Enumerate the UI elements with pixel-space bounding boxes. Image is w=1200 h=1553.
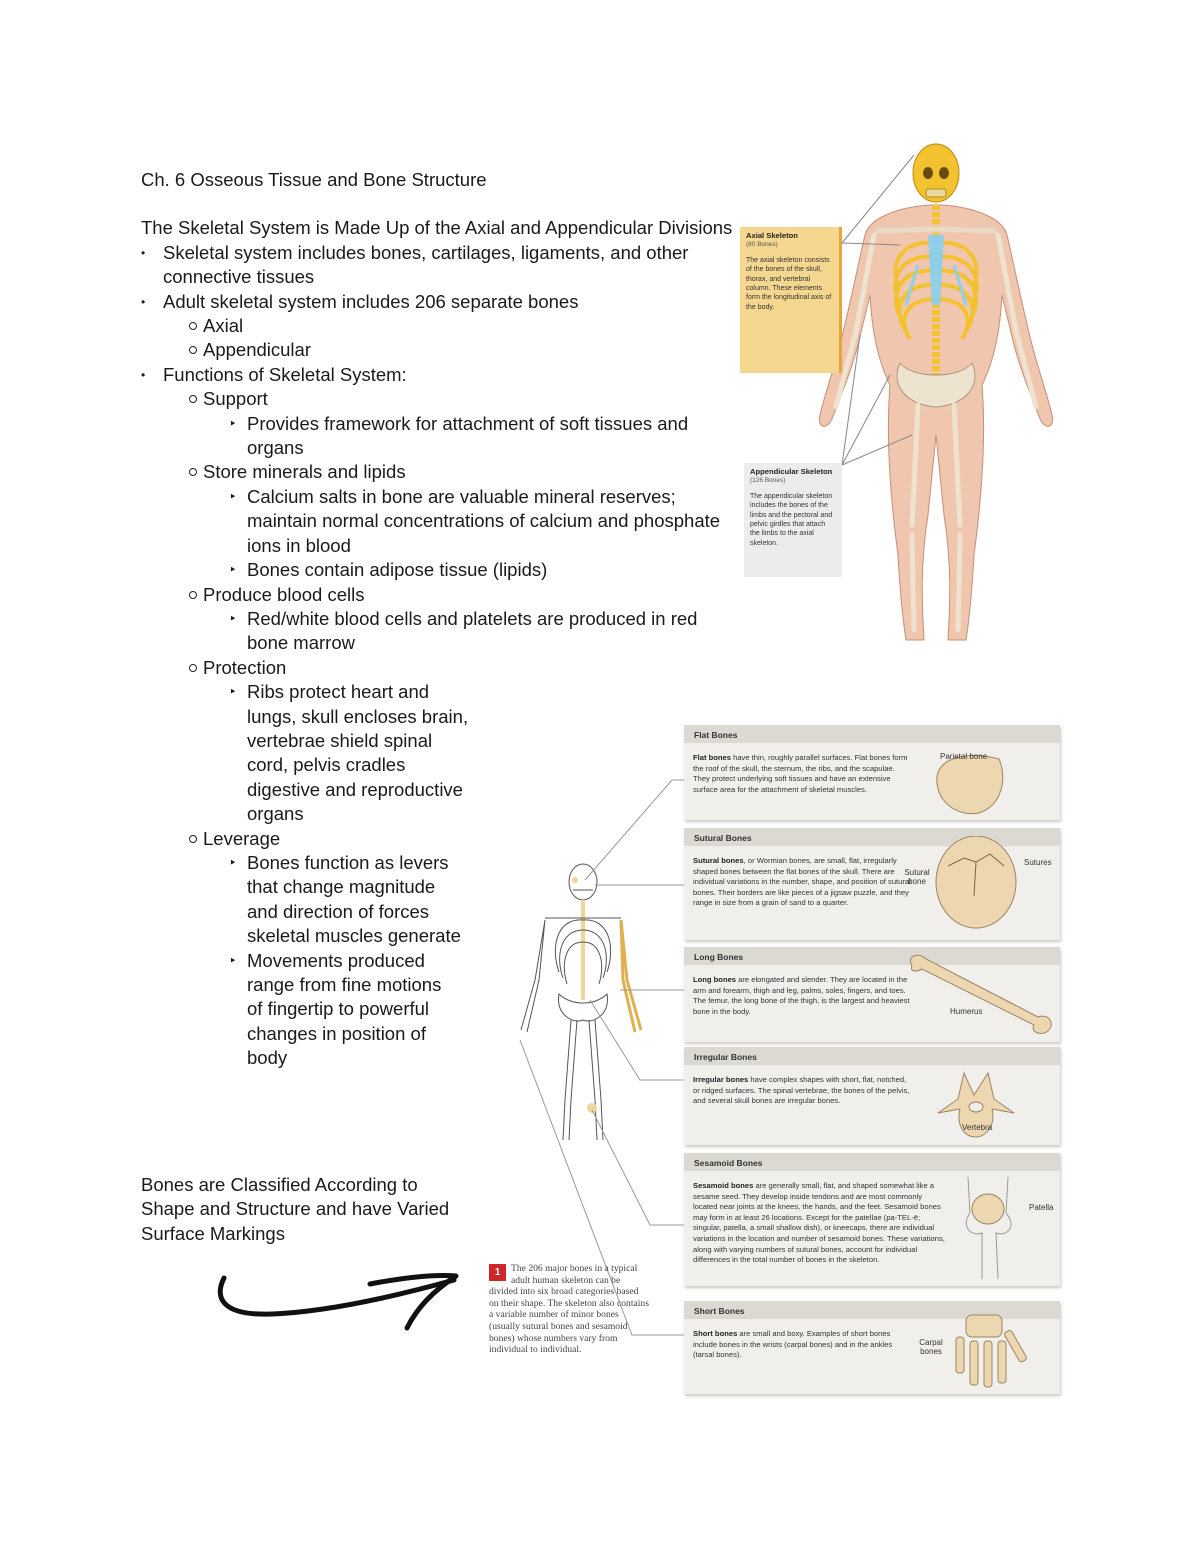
list-item: • Skeletal system includes bones, cartilages, ligaments, and other connective tissues: [141, 241, 741, 290]
caption-text: The 206 major bones in a typical adult human skeleton can be divided into six broad categories based on their shape. The skeleton also contains a variable number of minor bones (usually sutural bones and sesamoid bones) whose numbers vary from individual to individual.: [489, 1263, 649, 1356]
function-detail: ‣ Ribs protect heart and lungs, skull encloses brain, vertebrae shield spinal cord, pelvis cradles digestive and reproductive organs: [141, 680, 471, 826]
list-item: • Adult skeletal system includes 206 separate bones: [141, 290, 741, 314]
skull-rear-icon: [934, 836, 1018, 932]
card-sesamoid-bones: [684, 1153, 1060, 1286]
card-heading: Sutural Bones: [684, 828, 1060, 846]
classification-heading: Bones are Classified According to Shape and Structure and have Varied Surface Markings: [141, 1174, 450, 1244]
function-item: Protection: [141, 656, 741, 680]
card-heading: Sesamoid Bones: [684, 1153, 1060, 1171]
function-item: Support: [141, 387, 741, 411]
vertebra-label: Vertebra: [962, 1123, 993, 1132]
function-detail: ‣ Calcium salts in bone are valuable mineral reserves; maintain normal concentrations of calcium and phosphate ions in blood: [141, 485, 741, 558]
figure-caption: [489, 1263, 649, 1356]
card-text: Short bones are small and boxy. Examples of short bones include bones in the wrists (carpal bones) and in the ankles (tarsal bones).: [693, 1329, 893, 1360]
axial-description: The axial skeleton consists of the bones of the skull, thorax, and vertebral column. These elements form the longitudinal axis of the body.: [746, 256, 832, 311]
card-text: Sutural bones, or Wormian bones, are small, flat, irregularly shaped bones between the flat bones of the skull. There are individual variations in the number, shape, and position of sutural bones. Their borders are like pieces of a jigsaw puzzle, and they range in size from a grain of sand to a quarter.: [693, 856, 911, 908]
sutures-label: Sutures: [1024, 858, 1052, 867]
patella-knee-icon: [952, 1173, 1028, 1283]
list-item: • Functions of Skeletal System:: [141, 363, 741, 387]
notes-list: [141, 241, 741, 314]
function-item: Store minerals and lipids: [141, 460, 741, 484]
card-heading: Short Bones: [684, 1301, 1060, 1319]
humerus-icon: [902, 951, 1058, 1037]
card-text: Irregular bones have complex shapes with short, flat, notched, or ridged surfaces. The spinal vertebrae, the bones of the pelvis, and several skull bones are irregular bones.: [693, 1075, 910, 1106]
patella-label: Patella: [1029, 1203, 1054, 1212]
card-text: Long bones are elongated and slender. They are located in the arm and forearm, thigh and leg, palms, soles, fingers, and toes. The femur, the long bone of the thigh, is the largest and heaviest bone in the body.: [693, 975, 910, 1016]
appendicular-skeleton-callout: [744, 463, 842, 577]
card-short-bones: [684, 1301, 1060, 1394]
hand-drawn-arrow-icon: [212, 1268, 462, 1338]
appendicular-title: Appendicular Skeleton: [750, 467, 833, 476]
axial-appendicular-figure: [740, 135, 1070, 650]
humerus-label: Humerus: [950, 1007, 983, 1016]
carpal-bones-label: Carpal bones: [919, 1338, 943, 1356]
function-detail: ‣ Provides framework for attachment of soft tissues and organs: [141, 412, 741, 461]
card-flat-bones: [684, 725, 1060, 820]
appendicular-description: The appendicular skeleton includes the bones of the limbs and the pectoral and pelvic girdles that attach the limbs to the axial skeleton.: [750, 492, 833, 547]
card-heading: Long Bones: [684, 947, 1060, 965]
chapter-title: Ch. 6 Osseous Tissue and Bone Structure: [141, 169, 487, 190]
function-detail: ‣ Movements produced range from fine motions of fingertip to powerful changes in position of body: [141, 949, 461, 1071]
function-item: Produce blood cells: [141, 583, 741, 607]
card-heading: Irregular Bones: [684, 1047, 1060, 1065]
section-heading: The Skeletal System is Made Up of the Axial and Appendicular Divisions: [141, 217, 733, 239]
list-item: Appendicular: [141, 338, 741, 362]
list-item: Axial: [141, 314, 741, 338]
parietal-bone-label: Parietal bone: [940, 752, 988, 761]
card-long-bones: [684, 947, 1060, 1042]
function-detail: ‣ Bones contain adipose tissue (lipids): [141, 558, 741, 582]
function-item: Leverage: [141, 827, 741, 851]
axial-count: (80 Bones): [746, 241, 778, 249]
carpal-hand-icon: [946, 1307, 1046, 1391]
figure-number-badge: 1: [489, 1264, 506, 1281]
appendicular-count: (126 Bones): [750, 477, 786, 485]
sutural-bone-label: Sutural bone: [904, 868, 930, 886]
card-text: Flat bones have thin, roughly parallel surfaces. Flat bones form the roof of the skull, the sternum, the ribs, and the scapulae. They protect underlying soft tissues and have an extensive surface area for the attachment of skeletal muscles.: [693, 753, 908, 794]
function-detail: ‣ Red/white blood cells and platelets are produced in red bone marrow: [141, 607, 741, 656]
card-heading: Flat Bones: [684, 725, 1060, 743]
function-detail: ‣ Bones function as levers that change magnitude and direction of forces skeletal muscles generate: [141, 851, 461, 949]
card-irregular-bones: [684, 1047, 1060, 1145]
card-text: Sesamoid bones are generally small, flat, and shaped somewhat like a sesame seed. They develop inside tendons and are most commonly located near joints at the knees, the hands, and the feet. Sesamoid bones may form in at least 26 locations. Except for the patellae (pa-TEL-ē; singular, patella, a small shallow dish), or kneecaps, there are individual variations in the location and number of sesamoid bones. These variations, along with varying numbers of sutural bones, account for individual differences in the total number of bones in the skeleton.: [693, 1181, 945, 1265]
axial-skeleton-callout: [740, 227, 842, 373]
axial-title: Axial Skeleton: [746, 231, 798, 240]
skeleton-outline-icon: [495, 860, 680, 1150]
card-sutural-bones: [684, 828, 1060, 940]
